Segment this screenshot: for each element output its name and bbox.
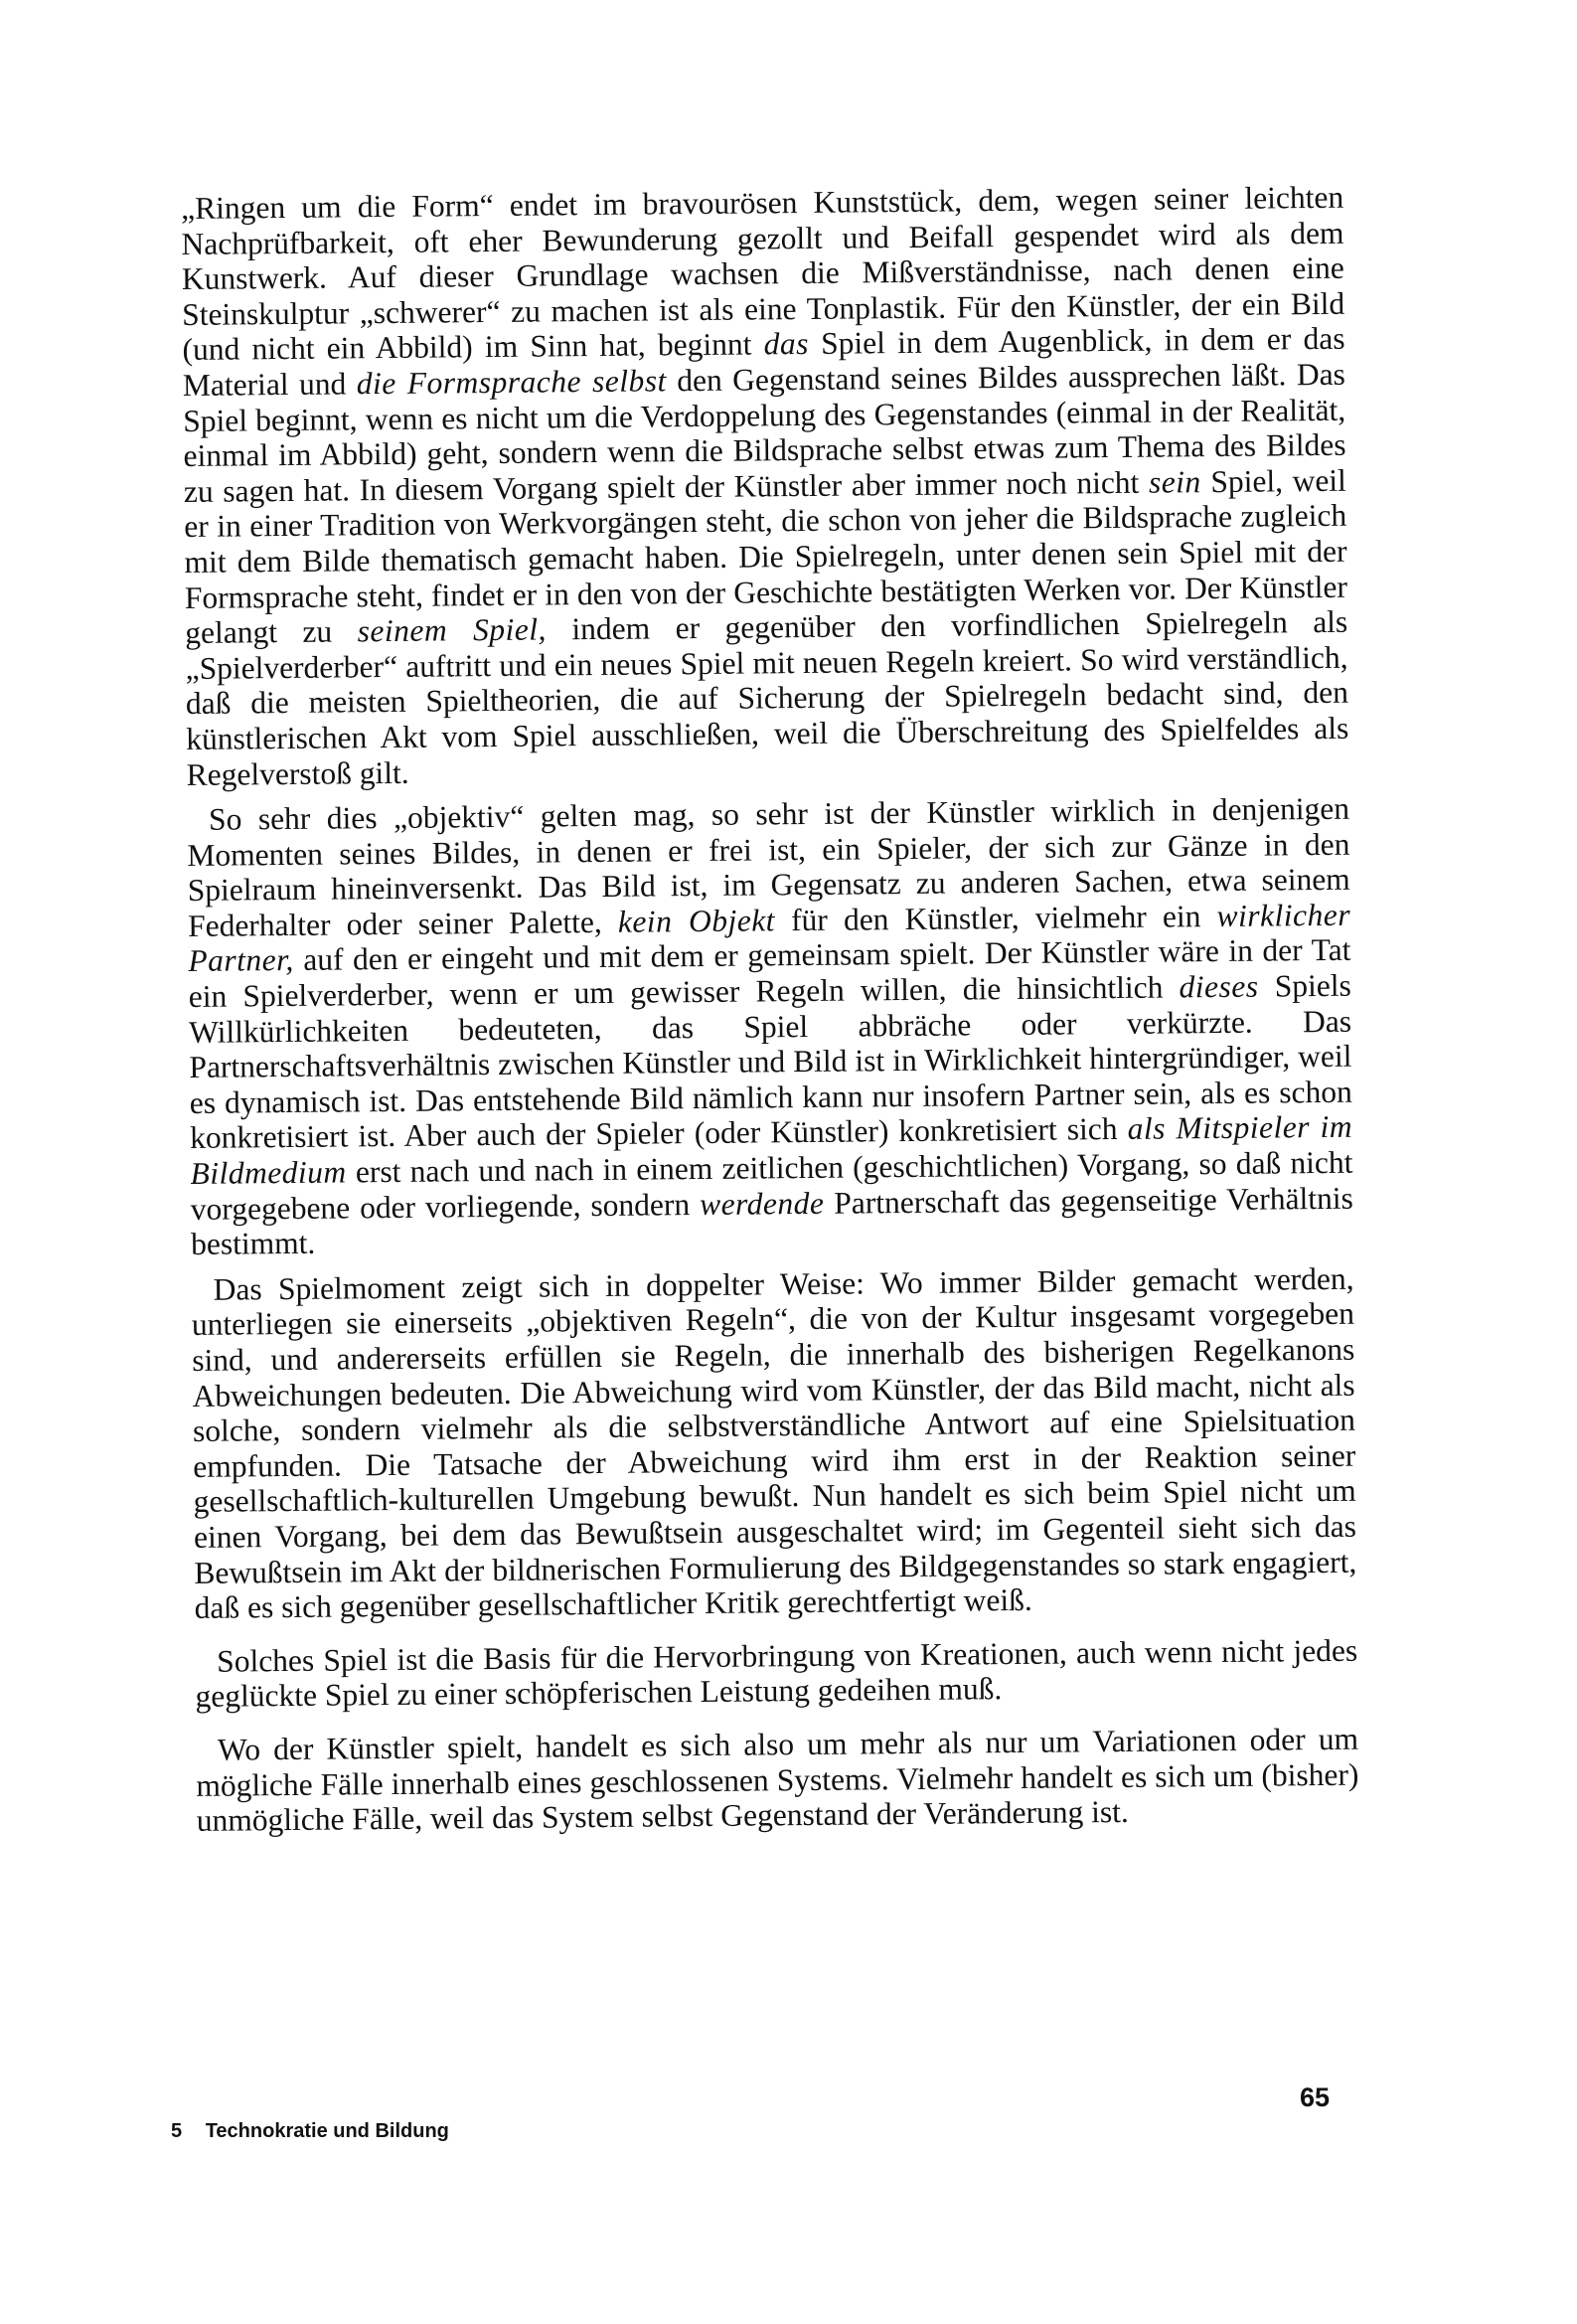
paragraph-4 — [195, 1632, 1358, 1714]
signature-number: 5 — [171, 2120, 183, 2142]
text-run: Solches Spiel ist die Basis für die Hervorbringung von Kreationen, auch wenn nicht jedes geglückte Spiel zu einer schöpferischen Leistung gedeihen muß. — [195, 1632, 1358, 1715]
text-run: auf den er eingeht und mit dem er gemeinsam spielt. Der Künstler wäre in der Tat ein Spielverderber, wenn er um gewisser Regeln willen, die hinsichtlich — [188, 932, 1351, 1015]
italic-phrase: seinem Spiel, — [357, 611, 548, 649]
italic-phrase: als Mitspieler im Bildmedium — [190, 1109, 1353, 1191]
paragraph-5 — [196, 1722, 1359, 1839]
text-run: Partnerschaft das gegenseitige Verhältnis bestimmt. — [191, 1180, 1353, 1262]
text-run: indem er gegenüber den vorfindlichen Spielregeln als „Spielverderber“ auftritt und ein neues Spiel mit neuen Regeln kreiert. So wird verständlich, daß die meisten Spieltheorien, die auf Sicherung der Spielregeln bedacht sind, den künstlerischen Akt vom Spiel ausschließen, weil die Überschreitung des Spielfeldes als Regelverstoß gilt. — [185, 603, 1349, 792]
text-run: So sehr dies „objektiv“ gelten mag, so sehr ist der Künstler wirklich in denjenigen Momenten seines Bildes, in denen er frei ist, ein Spieler, der sich zur Gänze in den Spielraum hineinversenkt. Das Bild ist, im Gegensatz zu anderen Sachen, etwa seinem Federhalter oder seiner Palette, — [187, 790, 1350, 943]
paragraph-2 — [187, 791, 1353, 1262]
italic-phrase: kein Objekt — [617, 903, 776, 939]
paragraph-1 — [181, 180, 1349, 792]
body-text — [181, 180, 1359, 1839]
paragraph-3 — [191, 1261, 1356, 1626]
italic-phrase: das — [763, 326, 810, 362]
italic-phrase: dieses — [1179, 968, 1259, 1005]
text-run: für den Künstler, vielmehr ein — [774, 898, 1217, 938]
italic-phrase: werdende — [699, 1185, 825, 1222]
text-run: Das Spielmoment zeigt sich in doppelter Weise: Wo immer Bilder gemacht werden, unterliegen sie einerseits „objektiven Regeln“, die von der Kultur insgesamt vorgegeben sind, und andererseits erfüllen sie Regeln, die innerhalb des bisherigen Regelkanons Abweichungen bedeuten. Die Abweichung wird vom Künstler, der das Bild macht, nicht als solche, sondern vielmehr als die selbstverständliche Antwort auf eine Spielsituation empfunden. Die Tatsache der Abweichung wird ihm erst in der Reaktion seiner gesellschaftlich-kulturellen Umgebung bewußt. Nun handelt es sich beim Spiel nicht um einen Vorgang, bei dem das Bewußtsein ausgeschaltet wird; im Gegenteil sieht sich das Bewußtsein im Akt der bildnerischen Formulierung des Bildgegenstandes so stark engagiert, daß es sich gegenüber gesellschaftlicher Kritik gerechtfertigt weiß. — [191, 1260, 1357, 1626]
italic-phrase: wirklicher Partner, — [188, 897, 1351, 979]
signature-title: Technokratie und Bildung — [205, 2120, 449, 2142]
italic-phrase: die Formsprache selbst — [356, 363, 667, 402]
text-run: „Ringen um die Form“ endet im bravourösen Kunststück, dem, wegen seiner leichten Nachprüfbarkeit, oft eher Bewunderung gezollt und Beifall gespendet wird als dem Kunstwerk. Auf dieser Grundlage wachsen die Mißverständnisse, nach denen eine Steinskulptur „schwerer“ zu machen ist als eine Tonplastik. Für den Künstler, der ein Bild (und nicht ein Abbild) im Sinn hat, beginnt — [181, 179, 1345, 368]
text-run: Wo der Künstler spielt, handelt es sich also um mehr als nur um Variationen oder um mögliche Fälle innerhalb eines geschlossenen Systems. Vielmehr handelt es sich um (bisher) unmögliche Fälle, weil das System selbst Gegenstand der Veränderung ist. — [196, 1721, 1359, 1839]
italic-phrase: sein — [1148, 463, 1201, 500]
text-run: erst nach und nach in einem zeitlichen (geschichtlichen) Vorgang, so daß nicht vorgegebene oder vorliegende, sondern — [190, 1144, 1353, 1227]
text-run: Spiels Willkürlichkeiten bedeuteten, das Spiel abbräche oder verkürzte. Das Partnerschaftsverhältnis zwischen Künstler und Bild ist in Wirklichkeit hintergründiger, weil es dynamisch ist. Das entstehende Bild nämlich kann nur insofern Partner sein, als es schon konkretisiert ist. Aber auch der Spieler (oder Künstler) konkretisiert sich — [188, 967, 1352, 1156]
signature-line — [171, 2120, 449, 2143]
page-number: 65 — [1300, 2082, 1331, 2112]
text-run: den Gegenstand seines Bildes aussprechen läßt. Das Spiel beginnt, wenn es nicht um die Verdoppelung des Gegenstandes (einmal in der Realität, einmal im Abbild) geht, sondern wenn die Bildsprache selbst etwas zum Thema des Bildes zu sagen hat. In diesem Vorgang spielt der Künstler aber immer noch nicht — [183, 356, 1346, 509]
text-run: Spiel in dem Augenblick, in dem er das Material und — [182, 321, 1345, 403]
text-run: Spiel, weil er in einer Tradition von Werkvorgängen steht, die schon von jeher die Bildsprache zugleich mit dem Bilde thematisch gemacht haben. Die Spielregeln, unter denen sein Spiel mit der Formsprache steht, findet er in den von der Geschichte bestätigten Werken vor. Der Künstler gelangt zu — [184, 462, 1348, 651]
